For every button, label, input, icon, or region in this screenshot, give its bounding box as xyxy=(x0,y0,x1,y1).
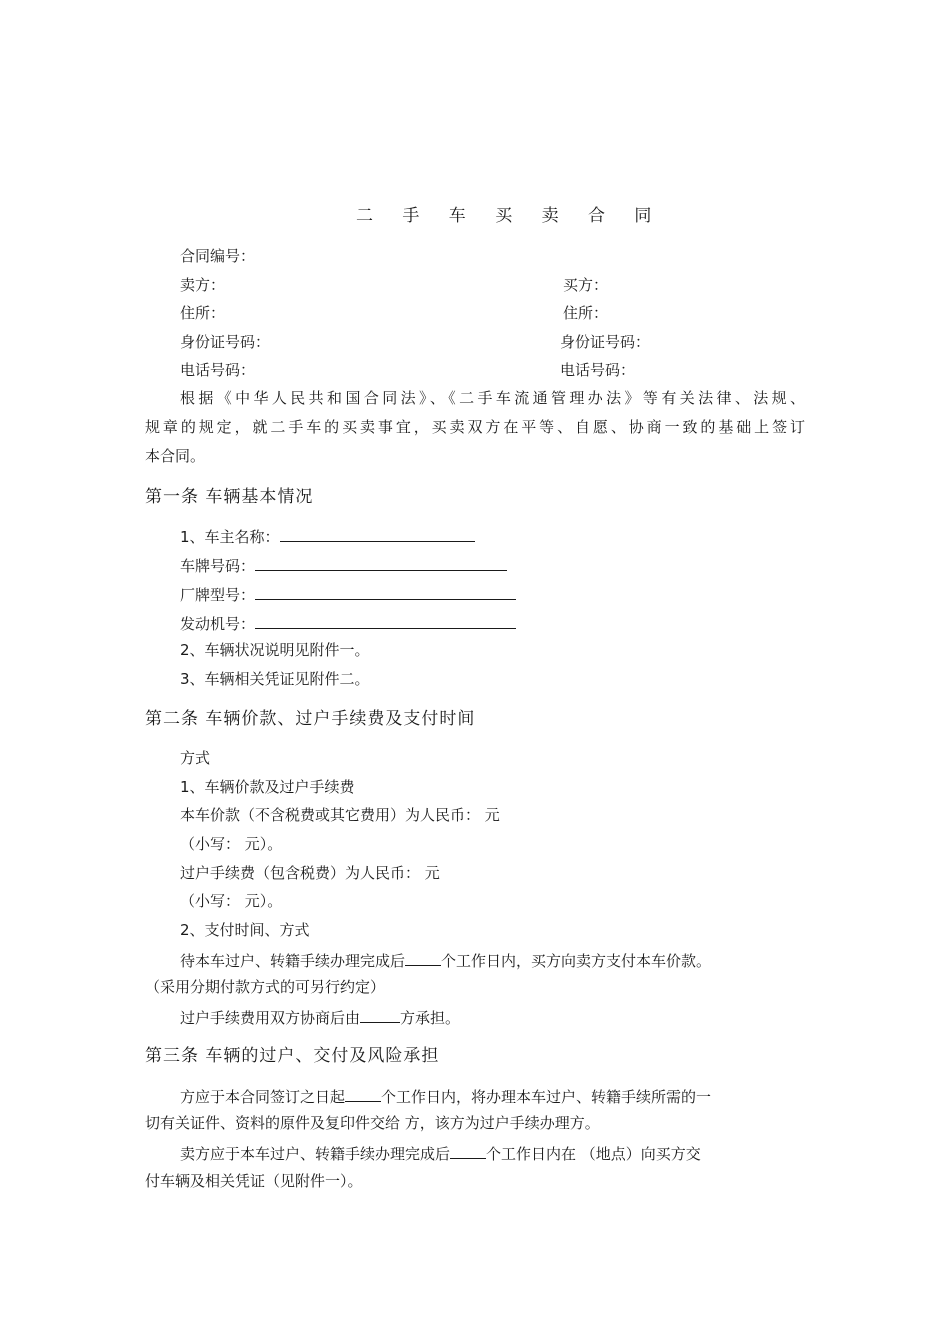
seller-address-label: 住所： xyxy=(180,304,226,322)
delivery-days-blank xyxy=(450,1142,486,1159)
delivery-paragraph-line-2: 付车辆及相关凭证（见附件一）。 xyxy=(145,1172,363,1190)
vehicle-price-small: （小写： 元）。 xyxy=(180,835,283,853)
article-2-heading: 第二条 车辆价款、过户手续费及支付时间 xyxy=(145,709,476,729)
article-2-heading-cont: 方式 xyxy=(180,749,211,767)
transfer-paragraph-line-1 xyxy=(180,1085,711,1107)
payment-terms-end: 个工作日内，买方向卖方支付本车价款。 xyxy=(441,952,712,970)
engine-number-label: 发动机号： xyxy=(180,615,256,633)
fee-bearer xyxy=(180,1006,460,1028)
fee-bearer-end: 方承担。 xyxy=(400,1009,461,1027)
engine-number-blank xyxy=(255,612,516,629)
vehicle-documents-note: 3、车辆相关凭证见附件二。 xyxy=(180,670,370,688)
engine-number-field xyxy=(180,612,516,634)
preamble-line-2: 规章的规定，就二手车的买卖事宜，买卖双方在平等、自愿、协商一致的基础上签订 xyxy=(145,418,805,436)
plate-number-blank xyxy=(255,554,507,571)
transfer-paragraph-line-2: 切有关证件、资料的原件及复印件交给 方，该方为过户手续办理方。 xyxy=(145,1114,600,1132)
payment-subheading: 2、支付时间、方式 xyxy=(180,921,310,939)
delivery-paragraph-end: 个工作日内在 （地点）向买方交 xyxy=(486,1145,701,1163)
seller-phone-label: 电话号码： xyxy=(180,361,256,379)
buyer-label: 买方： xyxy=(563,276,609,294)
delivery-paragraph-start: 卖方应于本车过户、转籍手续办理完成后 xyxy=(180,1145,451,1163)
installment-note: （采用分期付款方式的可另行约定） xyxy=(145,978,386,996)
payment-terms xyxy=(180,949,711,971)
contract-number-label: 合同编号： xyxy=(180,247,256,265)
plate-number-field xyxy=(180,554,507,576)
payment-terms-start: 待本车过户、转籍手续办理完成后 xyxy=(180,952,406,970)
transfer-fee: 过户手续费（包含税费）为人民币： 元 xyxy=(180,864,440,882)
transfer-fee-small: （小写： 元）。 xyxy=(180,892,283,910)
preamble-line-3: 本合同。 xyxy=(145,447,206,465)
seller-id-label: 身份证号码： xyxy=(180,333,271,351)
vehicle-price: 本车价款（不含税费或其它费用）为人民币： 元 xyxy=(180,806,500,824)
price-subheading: 1、车辆价款及过户手续费 xyxy=(180,778,355,796)
buyer-id-label: 身份证号码： xyxy=(560,333,651,351)
payment-days-blank xyxy=(405,949,441,966)
transfer-paragraph-start: 方应于本合同签订之日起 xyxy=(180,1088,346,1106)
transfer-paragraph-end: 个工作日内，将办理本车过户、转籍手续所需的一 xyxy=(381,1088,712,1106)
seller-label: 卖方： xyxy=(180,276,226,294)
vehicle-condition-note: 2、车辆状况说明见附件一。 xyxy=(180,641,370,659)
model-blank xyxy=(255,583,516,600)
model-label: 厂牌型号： xyxy=(180,586,256,604)
article-1-heading: 第一条 车辆基本情况 xyxy=(145,487,314,507)
transfer-days-blank xyxy=(345,1085,381,1102)
preamble-line-1: 根据《中华人民共和国合同法》、《二手车流通管理办法》等有关法律、法规、 xyxy=(180,389,805,407)
fee-bearer-start: 过户手续费用双方协商后由 xyxy=(180,1009,361,1027)
fee-bearer-blank xyxy=(360,1006,400,1023)
article-3-heading: 第三条 车辆的过户、交付及风险承担 xyxy=(145,1046,440,1066)
owner-name-label: 1、车主名称： xyxy=(180,528,280,546)
delivery-paragraph-line-1 xyxy=(180,1142,701,1164)
owner-name-blank xyxy=(280,525,475,542)
page-title: 二 手 车 买 卖 合 同 xyxy=(356,206,664,226)
owner-name-field xyxy=(180,525,475,547)
model-field xyxy=(180,583,516,605)
buyer-address-label: 住所： xyxy=(563,304,609,322)
buyer-phone-label: 电话号码： xyxy=(560,361,636,379)
plate-number-label: 车牌号码： xyxy=(180,557,256,575)
